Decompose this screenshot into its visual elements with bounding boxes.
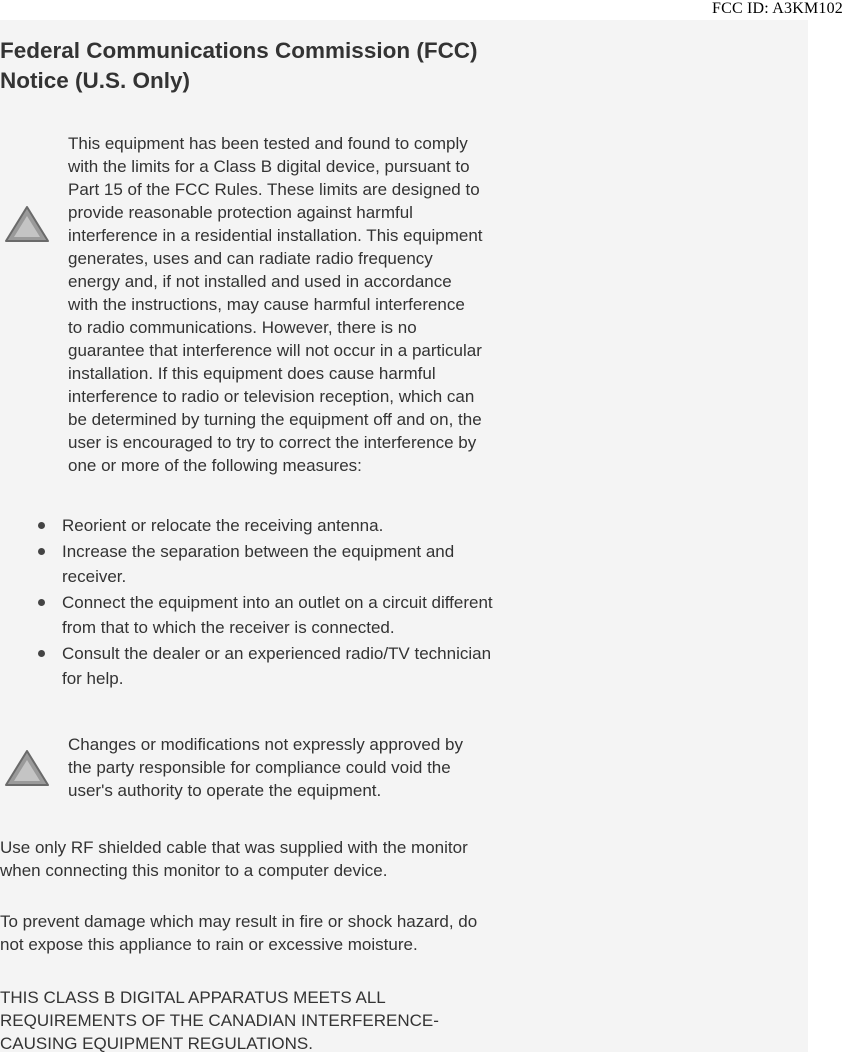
- text-line: To prevent damage which may result in fire or shock hazard, do: [0, 912, 478, 931]
- warning-triangle-icon: [4, 748, 50, 788]
- text-line: not expose this appliance to rain or excessive moisture.: [0, 935, 418, 954]
- fcc-notice-paragraph: [68, 132, 483, 477]
- text-line: REQUIREMENTS OF THE CANADIAN INTERFERENCE-: [0, 1011, 439, 1030]
- text-line: installation. If this equipment does cause harmful: [68, 364, 436, 383]
- rf-cable-paragraph: [0, 836, 468, 882]
- text-line: for help.: [62, 669, 124, 688]
- text-line: from that to which the receiver is connected.: [62, 618, 395, 637]
- text-line: to radio communications. However, there is no: [68, 318, 417, 337]
- text-line: user's authority to operate the equipment.: [68, 781, 382, 800]
- text-line: CAUSING EQUIPMENT REGULATIONS.: [0, 1034, 313, 1053]
- bullet-dot-icon: [38, 522, 45, 529]
- text-line: one or more of the following measures:: [68, 456, 362, 475]
- text-line: Reorient or relocate the receiving antenna.: [62, 516, 384, 535]
- text-line: energy and, if not installed and used in accordance: [68, 272, 452, 291]
- title-line: Notice (U.S. Only): [0, 68, 191, 93]
- text-line: with the instructions, may cause harmful interference: [68, 295, 465, 314]
- list-item: [0, 641, 493, 691]
- text-line: interference to radio or television reception, which can: [68, 387, 475, 406]
- bullet-dot-icon: [38, 599, 45, 606]
- measures-list: [0, 513, 493, 692]
- changes-warning-paragraph: [68, 733, 463, 802]
- page-title: [0, 36, 478, 96]
- title-line: Federal Communications Commission (FCC): [0, 38, 478, 63]
- text-line: receiver.: [62, 567, 127, 586]
- text-line: the party responsible for compliance could void the: [68, 758, 451, 777]
- text-line: THIS CLASS B DIGITAL APPARATUS MEETS ALL: [0, 988, 386, 1007]
- text-line: Increase the separation between the equipment and: [62, 542, 455, 561]
- text-line: Part 15 of the FCC Rules. These limits are designed to: [68, 180, 480, 199]
- text-line: Consult the dealer or an experienced radio/TV technician: [62, 644, 492, 663]
- text-line: user is encouraged to try to correct the interference by: [68, 433, 477, 452]
- fcc-id-label: FCC ID: A3KM102: [711, 0, 843, 17]
- canada-compliance-paragraph: [0, 986, 439, 1055]
- warning-triangle-icon: [4, 204, 50, 244]
- list-item: [0, 539, 493, 589]
- list-item: [0, 513, 493, 538]
- text-line: when connecting this monitor to a computer device.: [0, 861, 388, 880]
- bullet-dot-icon: [38, 548, 45, 555]
- text-line: interference in a residential installation. This equipment: [68, 226, 483, 245]
- text-line: generates, uses and can radiate radio frequency: [68, 249, 433, 268]
- text-line: Changes or modifications not expressly approved by: [68, 735, 463, 754]
- text-line: This equipment has been tested and found to comply: [68, 134, 468, 153]
- text-line: Connect the equipment into an outlet on a circuit different: [62, 593, 493, 612]
- text-line: provide reasonable protection against harmful: [68, 203, 413, 222]
- text-line: with the limits for a Class B digital device, pursuant to: [68, 157, 470, 176]
- bullet-dot-icon: [38, 650, 45, 657]
- text-line: Use only RF shielded cable that was supplied with the monitor: [0, 838, 468, 857]
- list-item: [0, 590, 493, 640]
- text-line: guarantee that interference will not occur in a particular: [68, 341, 482, 360]
- text-line: be determined by turning the equipment off and on, the: [68, 410, 482, 429]
- fire-warning-paragraph: [0, 910, 477, 956]
